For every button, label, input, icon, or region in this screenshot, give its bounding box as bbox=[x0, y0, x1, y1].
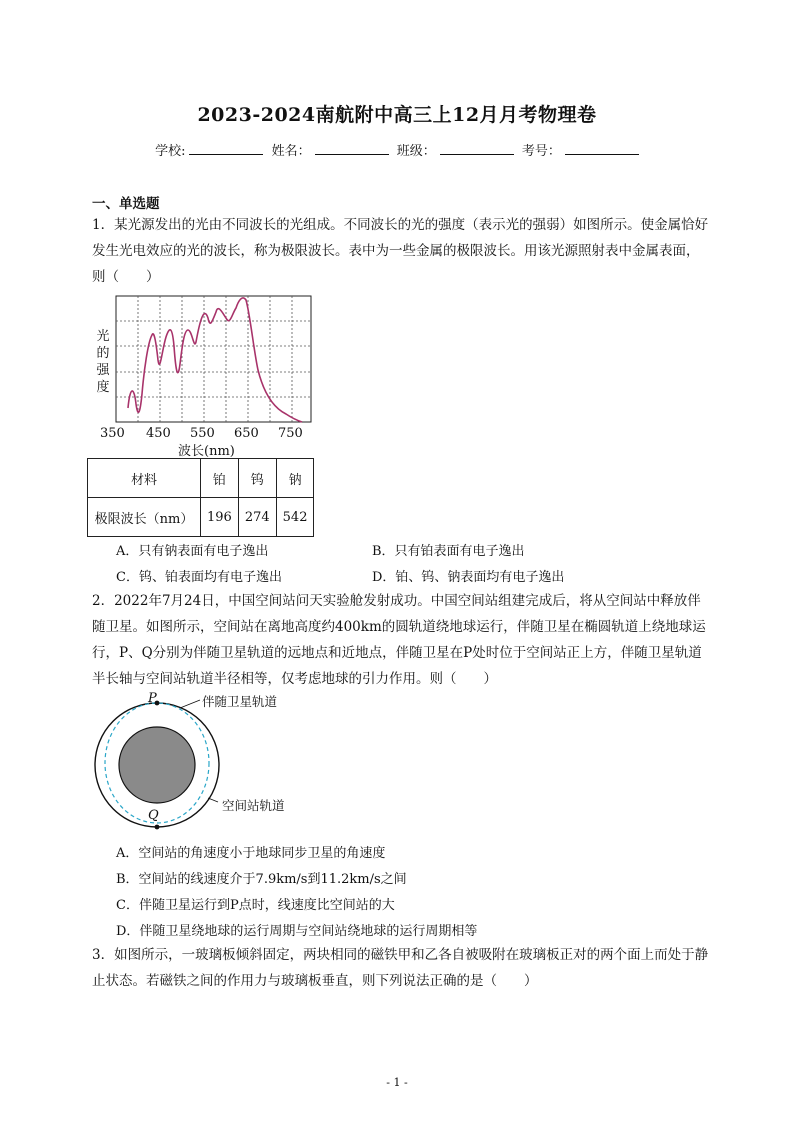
student-info-line bbox=[0, 140, 794, 159]
q1-text: 1．某光源发出的光由不同波长的光组成。不同波长的光的强度（表示光的强弱）如图所示。使金属恰好发生光电效应的光的波长，称为极限波长。表中为一些金属的极限波长。用该光源照射表中金属表面，则（ ） bbox=[92, 217, 709, 285]
satellite-orbit-label: 伴随卫星轨道 bbox=[202, 694, 278, 709]
x-tick-450: 450 bbox=[146, 426, 171, 441]
table-row bbox=[88, 498, 314, 537]
exam-title: 2023-2024南航附中高三上12月月考物理卷 bbox=[197, 104, 597, 126]
satellite-orbit-leader bbox=[180, 700, 200, 708]
q1-option-a[interactable]: A．只有钠表面有电子逸出 bbox=[116, 544, 269, 559]
table-cell: 极限波长（nm） bbox=[88, 498, 201, 537]
table-cell: 542 bbox=[276, 498, 314, 537]
point-q-label: Q bbox=[148, 808, 159, 823]
table-header-cell: 钨 bbox=[238, 459, 276, 498]
q3-text: 3．如图所示，一玻璃板倾斜固定，两块相同的磁铁甲和乙各自被吸附在玻璃板正对的两个面上而处于静止状态。若磁铁之间的作用力与玻璃板垂直，则下列说法正确的是（ ） bbox=[92, 947, 709, 989]
y-label-char-2: 的 bbox=[96, 346, 110, 361]
name-label: 姓名： bbox=[271, 144, 311, 159]
q2-option-c[interactable]: C．伴随卫星运行到P点时，线速度比空间站的大 bbox=[116, 898, 395, 913]
limit-wavelength-table bbox=[87, 458, 314, 537]
q1-option-d[interactable]: D．铂、钨、钠表面均有电子逸出 bbox=[372, 570, 565, 585]
point-p-label: P bbox=[148, 691, 157, 706]
x-tick-750: 750 bbox=[278, 426, 303, 441]
table-header-cell: 材料 bbox=[88, 459, 201, 498]
y-label-char-4: 度 bbox=[96, 380, 110, 395]
earth bbox=[119, 727, 195, 803]
q2-option-d[interactable]: D．伴随卫星绕地球的运行周期与空间站绕地球的运行周期相等 bbox=[116, 924, 478, 939]
x-tick-350: 350 bbox=[100, 426, 125, 441]
page-number: - 1 - bbox=[386, 1076, 408, 1089]
class-blank[interactable] bbox=[440, 142, 514, 155]
school-label: 学校: bbox=[155, 144, 186, 159]
intensity-curve bbox=[128, 298, 302, 422]
number-label: 考号： bbox=[521, 144, 561, 159]
table-row bbox=[88, 459, 314, 498]
table-header-cell: 钠 bbox=[276, 459, 314, 498]
y-label-char-1: 光 bbox=[96, 329, 110, 344]
number-blank[interactable] bbox=[565, 142, 639, 155]
x-tick-550: 550 bbox=[190, 426, 215, 441]
y-axis-label bbox=[96, 328, 110, 396]
table-header-cell: 铂 bbox=[201, 459, 239, 498]
section-heading: 一、单选题 bbox=[92, 196, 160, 212]
q2-text: 2．2022年7月24日，中国空间站问天实验舱发射成功。中国空间站组建完成后，将从空间站中释放伴随卫星。如图所示，空间站在离地高度约400km的圆轨道绕地球运行，伴随卫星在椭圆轨道上绕地球运行，P、Q分别为伴随卫星轨道的远地点和近地点，伴随卫星在P处时位于空间站正上方，伴随卫星轨道半长轴与空间站轨道半径相等，仅考虑地球的引力作用。则（ ） bbox=[92, 593, 706, 687]
orbit-diagram bbox=[90, 690, 230, 840]
chart-grid bbox=[116, 296, 311, 422]
q1-option-c[interactable]: C．钨、铂表面均有电子逸出 bbox=[116, 570, 282, 585]
x-tick-650: 650 bbox=[234, 426, 259, 441]
q2-option-a[interactable]: A．空间站的角速度小于地球同步卫星的角速度 bbox=[116, 846, 386, 861]
station-orbit-label: 空间站轨道 bbox=[222, 798, 285, 813]
school-blank[interactable] bbox=[189, 142, 263, 155]
class-label: 班级： bbox=[396, 144, 436, 159]
y-label-char-3: 强 bbox=[96, 363, 110, 378]
station-orbit-leader bbox=[208, 798, 218, 802]
point-q-marker bbox=[155, 825, 160, 830]
table-cell: 274 bbox=[238, 498, 276, 537]
q2-option-b[interactable]: B．空间站的线速度介于7.9km/s到11.2km/s之间 bbox=[116, 872, 407, 887]
q1-option-b[interactable]: B．只有铂表面有电子逸出 bbox=[372, 544, 525, 559]
x-axis-label: 波长(nm) bbox=[178, 444, 235, 459]
name-blank[interactable] bbox=[315, 142, 389, 155]
table-cell: 196 bbox=[201, 498, 239, 537]
